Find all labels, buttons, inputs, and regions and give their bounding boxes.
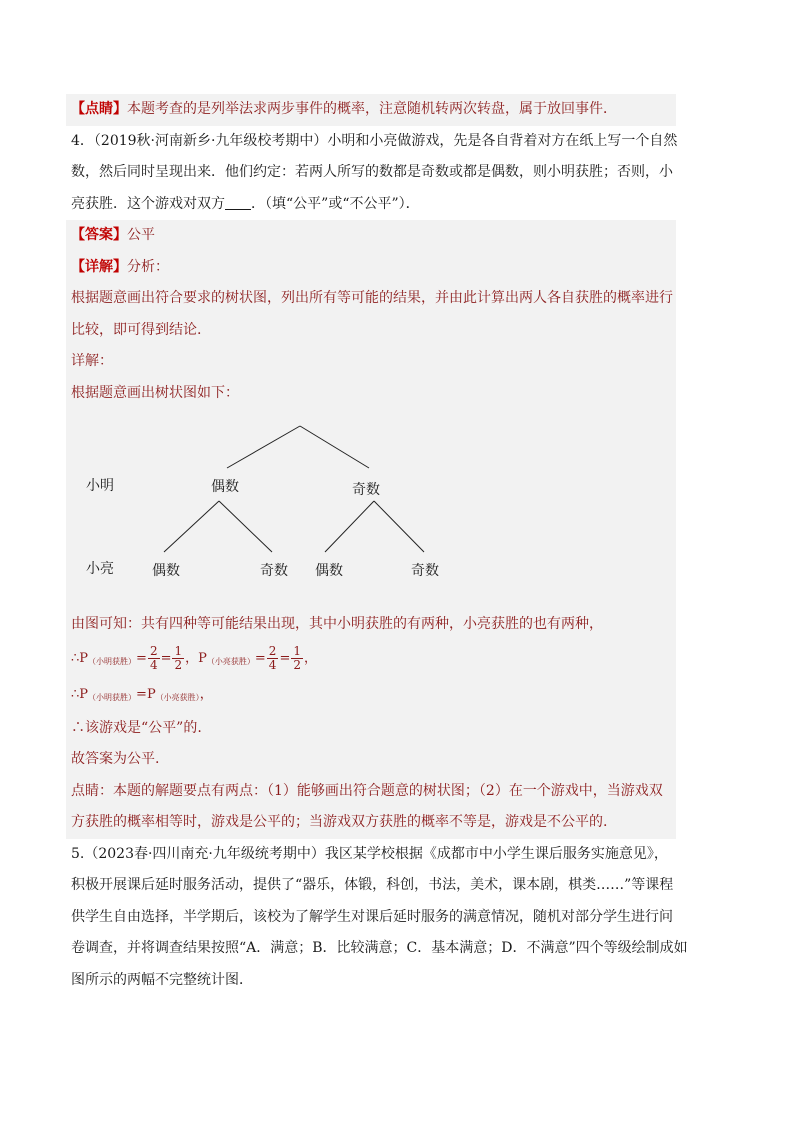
branch-right-1 bbox=[325, 501, 374, 552]
dianjing-2-line-2: 方获胜的概率相等时，游戏是公平的；当游戏双方获胜的概率不等是，游戏是不公平的. bbox=[71, 814, 608, 830]
frac-den: 2 bbox=[174, 657, 183, 672]
node-l1-even: 偶数 bbox=[211, 479, 239, 495]
detail-head: 分析： bbox=[127, 258, 169, 275]
q4-line-1: 4．（2019秋·河南新乡·九年级校考期中）小明和小亮做游戏，先是各自背着对方在纸上写一个自然 bbox=[71, 132, 678, 149]
branch-root-right bbox=[300, 426, 369, 468]
dianjing-text: 本题考查的是列举法求两步事件的概率，注意随机转两次转盘，属于放回事件． bbox=[127, 101, 617, 117]
q5-line-2: 积极开展课后延时服务活动，提供了“器乐，体锻，科创，书法，美术，课本剧，棋类……”等课程 bbox=[71, 877, 674, 893]
document-page bbox=[66, 94, 688, 996]
therefore-p: ∴P bbox=[71, 686, 89, 702]
answer-line bbox=[66, 220, 676, 252]
q4-line-3 bbox=[66, 189, 676, 221]
node-l2-even-1: 偶数 bbox=[152, 563, 180, 579]
frac-den: 4 bbox=[268, 657, 277, 672]
sub-xiaoming: （小明获胜） bbox=[88, 656, 137, 666]
equals: = bbox=[136, 686, 147, 702]
conclusion-line-1: 由图可知：共有四种等可能结果出现，其中小明获胜的有两种，小亮获胜的也有两种， bbox=[71, 616, 603, 632]
tree-intro: 根据题意画出树状图如下： bbox=[71, 384, 239, 401]
p-symbol: P bbox=[198, 650, 207, 666]
frac-num: 2 bbox=[149, 643, 158, 658]
answer-detail-block bbox=[66, 220, 676, 839]
branch-left-1 bbox=[164, 501, 219, 552]
equals: = bbox=[279, 650, 291, 666]
q5-line-5: 图所示的两幅不完整统计图． bbox=[71, 971, 253, 988]
probability-formula-2 bbox=[66, 680, 676, 713]
node-l1-odd: 奇数 bbox=[352, 482, 380, 498]
frac-den: 2 bbox=[293, 657, 301, 672]
analysis-line-2: 比较，即可得到结论. bbox=[71, 321, 202, 338]
comma-end: ， bbox=[303, 650, 317, 666]
q5-line-4: 卷调查，并将调查结果按照“A．满意；B．比较满意；C．基本满意；D．不满意”四个等级绘制成如 bbox=[71, 940, 688, 956]
node-l2-odd-2: 奇数 bbox=[411, 563, 439, 579]
fraction-1-2 bbox=[291, 645, 303, 672]
sub-xiaoming: （小明获胜） bbox=[88, 692, 137, 702]
solve-label: 详解： bbox=[71, 353, 113, 369]
therefore-p: ∴P bbox=[71, 650, 89, 666]
q4-line-3a: 亮获胜．这个游戏对双方 bbox=[71, 195, 225, 212]
branch-right-2 bbox=[374, 501, 424, 552]
q5-line-1: 5.（2023春·四川南充·九年级统考期中）我区某学校根据《成都市中小学生课后服务实施意见》， bbox=[71, 845, 668, 862]
detail-head-line bbox=[66, 252, 676, 284]
tree-diagram bbox=[66, 409, 676, 609]
answer-blank bbox=[225, 195, 251, 210]
fraction-2-4 bbox=[267, 645, 279, 672]
fraction-1-2 bbox=[172, 645, 184, 672]
comma-end: ， bbox=[199, 686, 213, 702]
fraction-2-4 bbox=[148, 645, 160, 672]
analysis-line-1: 根据题意画出符合要求的树状图，列出所有等可能的结果，并由此计算出两人各自获胜的概率进行 bbox=[71, 290, 673, 306]
equals: = bbox=[136, 650, 147, 666]
row-label-xiaoliang: 小亮 bbox=[86, 561, 114, 577]
equals: = bbox=[160, 650, 172, 666]
frac-num: 1 bbox=[174, 643, 183, 658]
probability-formula-1 bbox=[66, 641, 676, 680]
answer-conclusion: 故答案为公平. bbox=[71, 751, 160, 767]
branch-left-2 bbox=[219, 501, 272, 552]
answer-bracket: 【答案】 bbox=[71, 227, 127, 243]
comma: ， bbox=[185, 650, 199, 666]
q4-line-2: 数，然后同时呈现出来．他们约定：若两人所写的数都是奇数或都是偶数，则小明获胜；否则，小 bbox=[71, 164, 673, 180]
detail-bracket: 【详解】 bbox=[71, 258, 127, 275]
branch-root-left bbox=[227, 426, 300, 468]
question-4 bbox=[66, 126, 676, 221]
fair-conclusion: ∴该游戏是“公平”的. bbox=[71, 719, 202, 736]
answer-text: 公平 bbox=[127, 227, 155, 243]
sub-xiaoliang: （小亮获胜） bbox=[155, 692, 200, 702]
q4-line-3b: ．（填“公平”或“不公平”）． bbox=[251, 195, 420, 212]
dianjing-bracket: 【点睛】 bbox=[71, 101, 127, 117]
row-label-xiaoming: 小明 bbox=[86, 478, 114, 494]
frac-den: 4 bbox=[149, 657, 158, 672]
dianjing-block-1 bbox=[66, 94, 676, 126]
question-5 bbox=[66, 839, 688, 997]
frac-num: 1 bbox=[293, 643, 301, 658]
node-l2-odd-1: 奇数 bbox=[260, 563, 288, 579]
frac-num: 2 bbox=[268, 643, 277, 658]
node-l2-even-2: 偶数 bbox=[315, 563, 343, 579]
q5-line-3: 供学生自由选择，半学期后，该校为了解学生对课后延时服务的满意情况，随机对部分学生进行问 bbox=[71, 908, 673, 925]
dianjing-2-line-1: 点睛：本题的解题要点有两点：（1）能够画出符合题意的树状图；（2）在一个游戏中，当游戏双 bbox=[71, 782, 663, 799]
p-symbol: P bbox=[146, 686, 156, 702]
equals: = bbox=[254, 650, 266, 666]
sub-xiaoliang: （小亮获胜） bbox=[206, 656, 255, 666]
